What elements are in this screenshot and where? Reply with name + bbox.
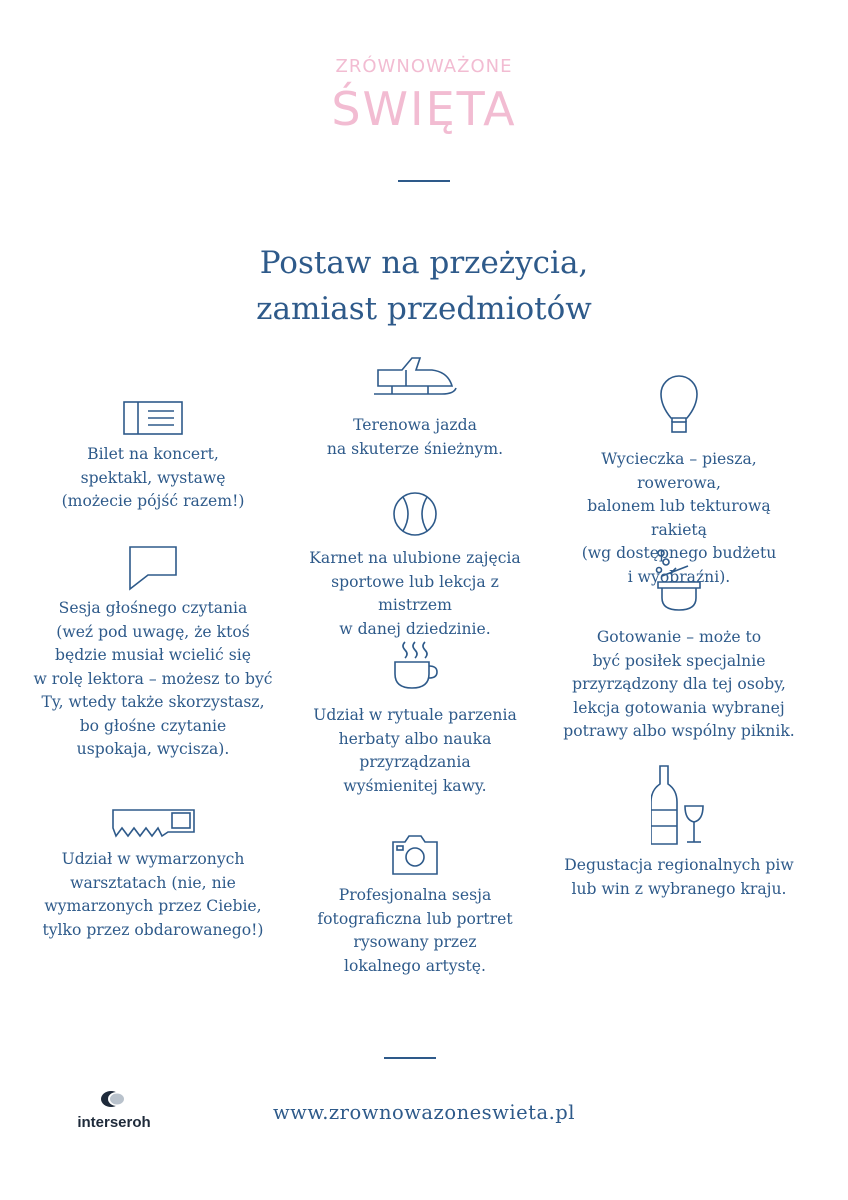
logo-main-text: ŚWIĘTA	[331, 82, 517, 136]
tasting-text: Degustacja regionalnych piw lub win z wybranego kraju.	[564, 856, 794, 898]
ticket-text: Bilet na koncert, spektakl, wystawę (możecie pójść razem!)	[61, 445, 245, 510]
title-line-1: Postaw na przeżycia,	[259, 245, 589, 281]
cooking-pot-icon	[654, 548, 704, 614]
title-line-2: zamiast przedmiotów	[256, 291, 592, 327]
item-sport	[295, 490, 535, 641]
bottom-divider	[384, 1057, 436, 1059]
trip-text: Wycieczka – piesza, rowerowa, balonem lub tekturową rakietą (wg dostępnego budżetu i wyobraźni).	[581, 450, 777, 586]
snowmobile-text: Terenowa jazda na skuterze śnieżnym.	[326, 416, 504, 458]
logo-top-text: ZRÓWNOWAŻONE	[335, 56, 513, 77]
item-photo	[302, 834, 528, 978]
speech-bubble-icon	[126, 545, 180, 591]
page-title	[0, 240, 848, 332]
wine-bottle-glass-icon	[651, 764, 707, 846]
photo-text: Profesjonalna sesja fotograficzna lub portret rysowany przez lokalnego artystę.	[317, 886, 513, 975]
workshop-text: Udział w wymarzonych warsztatach (nie, nie wymarzonych przez Ciebie, tylko przez obdarowanego!)	[42, 850, 264, 939]
item-tea	[302, 640, 528, 798]
camera-icon	[391, 834, 439, 876]
ball-icon	[391, 490, 439, 538]
ticket-icon	[122, 400, 184, 436]
brand-name: interseroh	[77, 1114, 151, 1131]
sport-text: Karnet na ulubione zajęcia sportowe lub lekcja z mistrzem w danej dziedzinie.	[309, 549, 521, 638]
teacup-icon	[391, 640, 439, 692]
tea-text: Udział w rytuale parzenia herbaty albo nauka przyrządzania wyśmienitej kawy.	[313, 706, 517, 795]
item-workshop	[40, 806, 266, 942]
cooking-text: Gotowanie – może to być posiłek specjalnie przyrządzony dla tej osoby, lekcja gotowania wybranej potrawy albo wspólny piknik.	[563, 628, 795, 740]
item-snowmobile	[302, 352, 528, 461]
website-link[interactable]: www.zrownowazoneswieta.pl	[272, 1101, 576, 1124]
hot-air-balloon-icon	[659, 374, 699, 436]
reading-text: Sesja głośnego czytania (weź pod uwagę, że ktoś będzie musiał wcielić się w rolę lektora – możesz to być Ty, wtedy także skorzystasz, bo głośne czytanie uspokaja, wycisza).	[33, 599, 273, 758]
item-tasting	[562, 764, 796, 901]
saw-icon	[110, 806, 196, 838]
top-divider	[398, 180, 450, 182]
snowmobile-icon	[372, 352, 458, 400]
item-reading	[30, 545, 276, 762]
item-cooking	[562, 548, 796, 744]
item-ticket	[40, 400, 266, 514]
